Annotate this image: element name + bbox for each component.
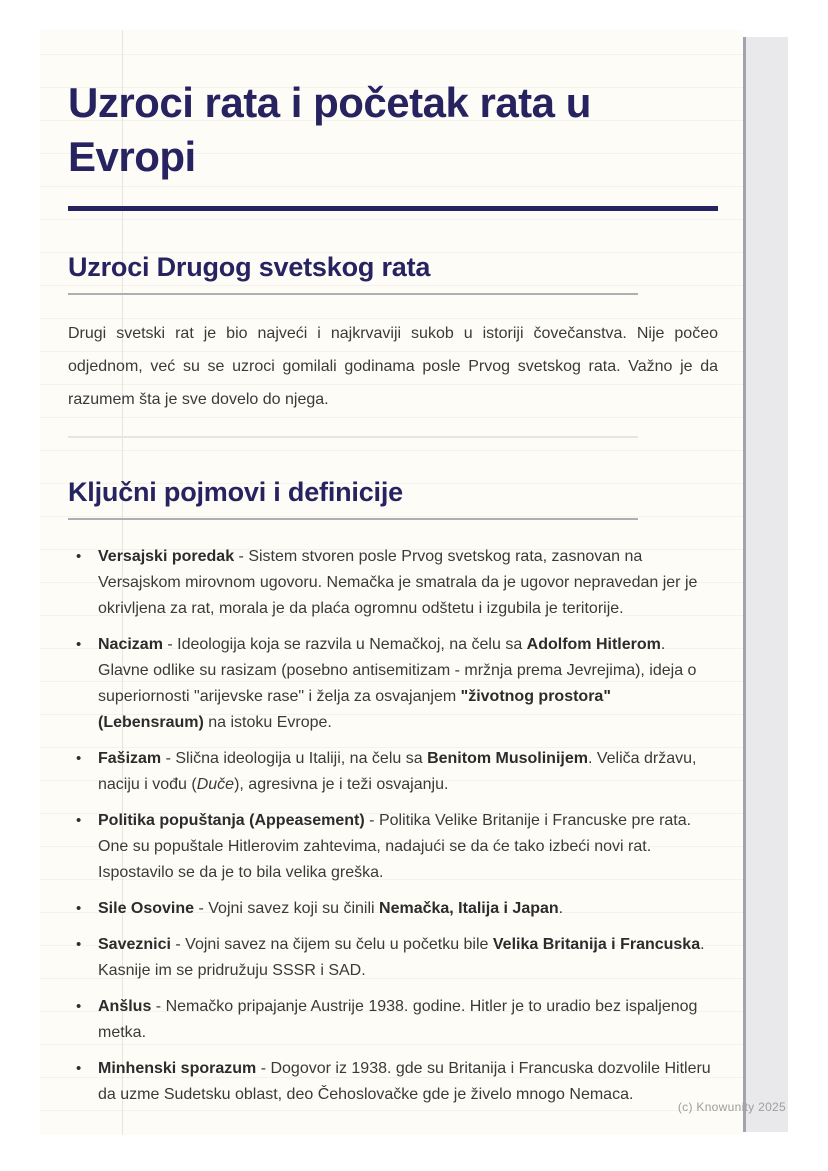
list-item — [76, 994, 718, 1046]
heading-underline-definitions — [68, 518, 638, 520]
watermark: (c) Knowunity 2025 — [677, 1100, 786, 1114]
bullet-icon: • — [76, 998, 82, 1015]
list-item — [76, 632, 718, 736]
bullet-icon: • — [76, 1060, 82, 1077]
list-item — [76, 932, 718, 984]
bullet-icon: • — [76, 636, 82, 653]
definitions-list — [68, 544, 718, 1108]
list-item-text: Anšlus - Nemačko pripajanje Austrije 1938. godine. Hitler je to uradio bez ispaljenog metka. — [98, 998, 698, 1041]
section-divider — [68, 436, 638, 438]
list-item-text: Fašizam - Slična ideologija u Italiji, na čelu sa Benitom Musolinijem. Veliča državu, naciju i vođu (Duče), agresivna je i teži osvajanju. — [98, 750, 697, 793]
bullet-icon: • — [76, 900, 82, 917]
page-content — [68, 30, 718, 1108]
bullet-icon: • — [76, 936, 82, 953]
list-item — [76, 746, 718, 798]
list-item-text: Nacizam - Ideologija koja se razvila u Nemačkoj, na čelu sa Adolfom Hitlerom. Glavne odlike su rasizam (posebno antisemitizam - mržnja prema Jevrejima), ideja o superiornosti "arijevske rase" i želja za osvajanjem "životnog prostora" (Lebensraum) na istoku Evrope. — [98, 636, 697, 731]
list-item-text: Minhenski sporazum - Dogovor iz 1938. gde su Britanija i Francuska dozvolile Hitleru da uzme Sudetsku oblast, deo Čehoslovačke gde je živelo mnogo Nemaca. — [98, 1060, 711, 1103]
list-item — [76, 896, 718, 922]
page-card — [40, 30, 743, 1135]
bullet-icon: • — [76, 548, 82, 565]
section-heading-definitions: Ključni pojmovi i definicije — [68, 477, 403, 507]
list-item — [76, 1056, 718, 1108]
intro-paragraph: Drugi svetski rat je bio najveći i najkrvaviji sukob u istoriji čovečanstva. Nije počeo odjednom, već su se uzroci gomilali godinama posle Prvog svetskog rata. Važno je da razumem šta je sve dovelo do njega. — [68, 325, 718, 408]
page-edge-strip — [743, 37, 788, 1132]
list-item — [76, 544, 718, 622]
list-item-text: Saveznici - Vojni savez na čijem su čelu u početku bile Velika Britanija i Francuska. Kasnije im se pridružuju SSSR i SAD. — [98, 936, 705, 979]
list-item — [76, 808, 718, 886]
page-title: Uzroci rata i početak rata u Evropi — [68, 79, 591, 180]
title-rule — [68, 206, 718, 211]
section-heading-causes: Uzroci Drugog svetskog rata — [68, 252, 431, 282]
list-item-text: Politika popuštanja (Appeasement) - Politika Velike Britanije i Francuske pre rata. One su popuštale Hitlerovim zahtevima, nadajući se da će tako izbeći novi rat. Ispostavilo se da je to bila velika greška. — [98, 812, 692, 881]
heading-underline-causes — [68, 293, 638, 295]
bullet-icon: • — [76, 812, 82, 829]
list-item-text: Sile Osovine - Vojni savez koji su činili Nemačka, Italija i Japan. — [98, 900, 564, 917]
bullet-icon: • — [76, 750, 82, 767]
list-item-text: Versajski poredak - Sistem stvoren posle Prvog svetskog rata, zasnovan na Versajskom mirovnom ugovoru. Nemačka je smatrala da je ugovor nepravedan jer je okrivljena za rat, morala je da plaća ogromnu odštetu i izgubila je teritorije. — [98, 548, 698, 617]
